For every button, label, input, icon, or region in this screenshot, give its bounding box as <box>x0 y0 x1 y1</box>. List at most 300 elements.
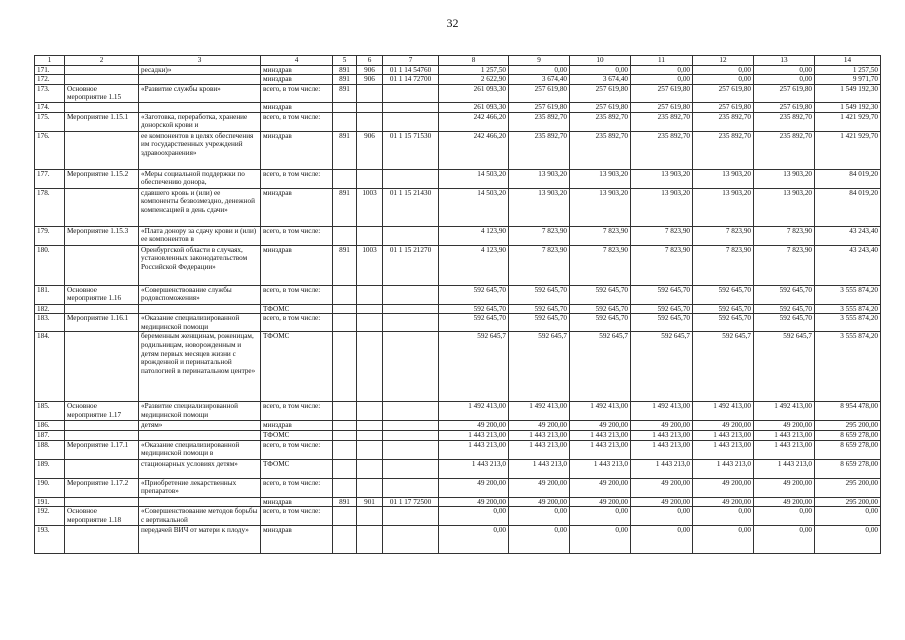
value-col12: 1 443 213,00 <box>693 430 754 440</box>
code-csr: 01 1 14 54760 <box>383 65 439 75</box>
value-col12: 0,00 <box>693 75 754 85</box>
code-csr <box>383 102 439 112</box>
value-col12: 1 492 413,00 <box>693 402 754 421</box>
item-type: Мероприятие 1.15.3 <box>65 226 139 245</box>
row-number: 175. <box>35 112 65 131</box>
item-description: «Оказание специализированной медицинской помощи в <box>139 440 261 459</box>
page-number: 32 <box>446 16 459 30</box>
funding-source: всего, в том числе: <box>261 402 333 421</box>
value-col9: 1 443 213,00 <box>509 430 570 440</box>
value-col8: 261 093,30 <box>439 102 509 112</box>
funding-source: минздрав <box>261 421 333 431</box>
code-grbs <box>333 304 357 314</box>
code-csr <box>383 314 439 332</box>
code-csr <box>383 440 439 459</box>
value-col12: 13 903,20 <box>693 188 754 226</box>
code-csr <box>383 478 439 497</box>
value-col13: 0,00 <box>754 75 815 85</box>
code-rzpr <box>357 459 383 478</box>
item-type: Мероприятие 1.17.1 <box>65 440 139 459</box>
value-total: 3 555 874,20 <box>815 285 881 304</box>
row-number: 182. <box>35 304 65 314</box>
row-number: 191. <box>35 497 65 507</box>
code-grbs <box>333 402 357 421</box>
value-col10: 592 645,70 <box>570 304 631 314</box>
code-rzpr <box>357 430 383 440</box>
code-csr <box>383 304 439 314</box>
funding-source: всего, в том числе: <box>261 84 333 102</box>
value-total: 84 019,20 <box>815 188 881 226</box>
value-col12: 13 903,20 <box>693 169 754 188</box>
value-col10: 592 645,70 <box>570 285 631 304</box>
value-total: 295 200,00 <box>815 497 881 507</box>
value-col11: 0,00 <box>631 65 693 75</box>
code-grbs: 891 <box>333 65 357 75</box>
value-col13: 1 492 413,00 <box>754 402 815 421</box>
code-rzpr <box>357 526 383 554</box>
code-grbs <box>333 112 357 131</box>
value-col10: 235 892,70 <box>570 112 631 131</box>
code-csr <box>383 226 439 245</box>
code-csr: 01 1 17 72500 <box>383 497 439 507</box>
value-col9: 13 903,20 <box>509 188 570 226</box>
value-col12: 592 645,70 <box>693 314 754 332</box>
row-number: 185. <box>35 402 65 421</box>
value-col12: 7 823,90 <box>693 226 754 245</box>
code-rzpr <box>357 421 383 431</box>
row-number: 184. <box>35 332 65 402</box>
value-col10: 1 443 213,00 <box>570 440 631 459</box>
item-description <box>139 102 261 112</box>
value-col8: 0,00 <box>439 526 509 554</box>
value-col11: 257 619,80 <box>631 84 693 102</box>
value-col10: 13 903,20 <box>570 169 631 188</box>
item-type <box>65 526 139 554</box>
code-rzpr: 906 <box>357 75 383 85</box>
value-col12: 7 823,90 <box>693 245 754 285</box>
table-row <box>35 188 881 226</box>
value-total: 8 954 478,00 <box>815 402 881 421</box>
code-csr <box>383 285 439 304</box>
table-row <box>35 440 881 459</box>
funding-source: ТФОМС <box>261 459 333 478</box>
value-col12: 0,00 <box>693 507 754 526</box>
value-col13: 0,00 <box>754 507 815 526</box>
item-type <box>65 332 139 402</box>
value-col8: 14 503,20 <box>439 169 509 188</box>
value-col8: 592 645,70 <box>439 285 509 304</box>
value-col9: 7 823,90 <box>509 226 570 245</box>
item-description: «Заготовка, переработка, хранение донорской крови и <box>139 112 261 131</box>
value-col13: 592 645,70 <box>754 285 815 304</box>
row-number: 187. <box>35 430 65 440</box>
column-number-cell: 8 <box>439 56 509 66</box>
item-description <box>139 497 261 507</box>
code-csr <box>383 459 439 478</box>
value-col9: 0,00 <box>509 507 570 526</box>
code-rzpr <box>357 402 383 421</box>
value-col8: 242 466,20 <box>439 131 509 169</box>
code-rzpr <box>357 478 383 497</box>
value-col13: 1 443 213,00 <box>754 430 815 440</box>
code-grbs <box>333 526 357 554</box>
code-grbs <box>333 314 357 332</box>
value-col12: 0,00 <box>693 65 754 75</box>
value-col8: 4 123,90 <box>439 226 509 245</box>
table-row <box>35 526 881 554</box>
code-csr: 01 1 14 72700 <box>383 75 439 85</box>
value-col11: 592 645,70 <box>631 314 693 332</box>
item-type <box>65 102 139 112</box>
funding-source: ТФОМС <box>261 430 333 440</box>
value-col9: 235 892,70 <box>509 112 570 131</box>
value-total: 84 019,20 <box>815 169 881 188</box>
column-number-cell: 9 <box>509 56 570 66</box>
value-col13: 1 443 213,0 <box>754 459 815 478</box>
value-col8: 1 443 213,00 <box>439 430 509 440</box>
code-grbs <box>333 430 357 440</box>
value-col10: 3 674,40 <box>570 75 631 85</box>
item-type: Основное мероприятие 1.17 <box>65 402 139 421</box>
value-col12: 1 443 213,0 <box>693 459 754 478</box>
code-rzpr <box>357 304 383 314</box>
funding-source: минздрав <box>261 526 333 554</box>
row-number: 190. <box>35 478 65 497</box>
item-description: «Оказание специализированной медицинской помощи <box>139 314 261 332</box>
value-col8: 1 492 413,00 <box>439 402 509 421</box>
value-col13: 13 903,20 <box>754 169 815 188</box>
value-col13: 235 892,70 <box>754 131 815 169</box>
value-col11: 235 892,70 <box>631 131 693 169</box>
value-col8: 1 443 213,00 <box>439 440 509 459</box>
value-col13: 592 645,70 <box>754 304 815 314</box>
code-csr <box>383 421 439 431</box>
value-col11: 13 903,20 <box>631 169 693 188</box>
code-grbs <box>333 440 357 459</box>
value-col12: 235 892,70 <box>693 131 754 169</box>
value-total: 1 421 929,70 <box>815 112 881 131</box>
column-number-cell: 14 <box>815 56 881 66</box>
value-col8: 49 200,00 <box>439 497 509 507</box>
item-description: «Совершенствование службы родовспоможения» <box>139 285 261 304</box>
value-total: 8 659 278,00 <box>815 430 881 440</box>
funding-source: ТФОМС <box>261 304 333 314</box>
value-col12: 1 443 213,00 <box>693 440 754 459</box>
item-description: детям» <box>139 421 261 431</box>
value-col9: 257 619,80 <box>509 84 570 102</box>
value-col10: 0,00 <box>570 507 631 526</box>
value-col11: 0,00 <box>631 507 693 526</box>
item-type <box>65 497 139 507</box>
value-col10: 0,00 <box>570 526 631 554</box>
value-col12: 592 645,7 <box>693 332 754 402</box>
item-description: беременным женщинам, роженицам, родильницам, новорожденным и детям первых месяцев жизни с врожденной и перинатальной патологией в перинатальном центре» <box>139 332 261 402</box>
program-funding-table <box>34 55 881 554</box>
code-rzpr: 906 <box>357 131 383 169</box>
table-row <box>35 402 881 421</box>
code-grbs: 891 <box>333 188 357 226</box>
value-col11: 0,00 <box>631 526 693 554</box>
value-col11: 235 892,70 <box>631 112 693 131</box>
value-col11: 1 443 213,00 <box>631 430 693 440</box>
code-csr <box>383 84 439 102</box>
value-col10: 49 200,00 <box>570 421 631 431</box>
value-col11: 257 619,80 <box>631 102 693 112</box>
item-description: ее компонентов в целях обеспечения им государственных учреждений здравоохранения» <box>139 131 261 169</box>
value-col9: 1 443 213,00 <box>509 440 570 459</box>
value-col11: 1 443 213,00 <box>631 440 693 459</box>
value-col12: 235 892,70 <box>693 112 754 131</box>
value-total: 3 555 874,20 <box>815 332 881 402</box>
value-col10: 49 200,00 <box>570 478 631 497</box>
value-col8: 14 503,20 <box>439 188 509 226</box>
value-col10: 1 443 213,0 <box>570 459 631 478</box>
value-col9: 1 443 213,0 <box>509 459 570 478</box>
code-rzpr <box>357 84 383 102</box>
table-row <box>35 332 881 402</box>
value-total: 8 659 278,00 <box>815 459 881 478</box>
funding-source: всего, в том числе: <box>261 314 333 332</box>
item-type: Мероприятие 1.16.1 <box>65 314 139 332</box>
value-col8: 1 443 213,0 <box>439 459 509 478</box>
value-col10: 592 645,70 <box>570 314 631 332</box>
item-type <box>65 188 139 226</box>
value-col11: 7 823,90 <box>631 226 693 245</box>
code-rzpr <box>357 440 383 459</box>
funding-source: минздрав <box>261 65 333 75</box>
item-description: «Плата донору за сдачу крови и (или) ее компонентов в <box>139 226 261 245</box>
value-col13: 7 823,90 <box>754 226 815 245</box>
row-number: 177. <box>35 169 65 188</box>
column-number-cell: 5 <box>333 56 357 66</box>
row-number: 193. <box>35 526 65 554</box>
table-row <box>35 507 881 526</box>
value-col9: 0,00 <box>509 526 570 554</box>
column-number-cell: 7 <box>383 56 439 66</box>
funding-source: всего, в том числе: <box>261 112 333 131</box>
value-col10: 0,00 <box>570 65 631 75</box>
table-row <box>35 478 881 497</box>
item-type: Мероприятие 1.17.2 <box>65 478 139 497</box>
funding-source: всего, в том числе: <box>261 507 333 526</box>
value-total: 43 243,40 <box>815 245 881 285</box>
value-col10: 49 200,00 <box>570 497 631 507</box>
table-row <box>35 102 881 112</box>
code-rzpr <box>357 507 383 526</box>
value-total: 295 200,00 <box>815 478 881 497</box>
funding-source: минздрав <box>261 102 333 112</box>
value-total: 1 549 192,30 <box>815 84 881 102</box>
item-type <box>65 421 139 431</box>
code-csr <box>383 430 439 440</box>
item-type: Основное мероприятие 1.18 <box>65 507 139 526</box>
value-col9: 49 200,00 <box>509 478 570 497</box>
value-col10: 592 645,7 <box>570 332 631 402</box>
value-total: 0,00 <box>815 526 881 554</box>
code-grbs <box>333 421 357 431</box>
code-rzpr <box>357 226 383 245</box>
item-type: Мероприятие 1.15.2 <box>65 169 139 188</box>
row-number: 189. <box>35 459 65 478</box>
value-col10: 7 823,90 <box>570 245 631 285</box>
value-col10: 257 619,80 <box>570 84 631 102</box>
value-col8: 242 466,20 <box>439 112 509 131</box>
item-type <box>65 75 139 85</box>
value-col11: 1 443 213,0 <box>631 459 693 478</box>
code-grbs: 891 <box>333 75 357 85</box>
table-row <box>35 314 881 332</box>
value-col9: 13 903,20 <box>509 169 570 188</box>
funding-source: минздрав <box>261 497 333 507</box>
item-description: «Развитие специализированной медицинской помощи <box>139 402 261 421</box>
value-col11: 49 200,00 <box>631 497 693 507</box>
value-col11: 1 492 413,00 <box>631 402 693 421</box>
value-col9: 49 200,00 <box>509 421 570 431</box>
row-number: 171. <box>35 65 65 75</box>
table-row <box>35 459 881 478</box>
item-description: ресадки)» <box>139 65 261 75</box>
item-description: стационарных условиях детям» <box>139 459 261 478</box>
table-body <box>35 56 881 554</box>
code-rzpr: 1003 <box>357 188 383 226</box>
value-col13: 0,00 <box>754 526 815 554</box>
code-rzpr <box>357 169 383 188</box>
item-type: Мероприятие 1.15.1 <box>65 112 139 131</box>
row-number: 188. <box>35 440 65 459</box>
code-rzpr <box>357 102 383 112</box>
code-rzpr <box>357 112 383 131</box>
code-csr <box>383 507 439 526</box>
code-grbs: 891 <box>333 131 357 169</box>
code-grbs: 891 <box>333 245 357 285</box>
item-type <box>65 131 139 169</box>
code-grbs <box>333 478 357 497</box>
item-description: «Совершенствование методов борьбы с вертикальной <box>139 507 261 526</box>
value-col13: 0,00 <box>754 65 815 75</box>
value-total: 295 200,00 <box>815 421 881 431</box>
value-col8: 49 200,00 <box>439 478 509 497</box>
value-col12: 49 200,00 <box>693 497 754 507</box>
code-rzpr <box>357 332 383 402</box>
code-csr <box>383 332 439 402</box>
table-row <box>35 304 881 314</box>
row-number: 186. <box>35 421 65 431</box>
value-col13: 592 645,70 <box>754 314 815 332</box>
row-number: 176. <box>35 131 65 169</box>
code-rzpr <box>357 285 383 304</box>
item-description <box>139 430 261 440</box>
table-row <box>35 84 881 102</box>
value-col12: 592 645,70 <box>693 304 754 314</box>
value-col9: 592 645,70 <box>509 314 570 332</box>
value-col8: 49 200,00 <box>439 421 509 431</box>
funding-source: всего, в том числе: <box>261 478 333 497</box>
table-row <box>35 497 881 507</box>
funding-source: всего, в том числе: <box>261 226 333 245</box>
column-number-header <box>35 56 881 66</box>
value-col10: 7 823,90 <box>570 226 631 245</box>
value-col12: 257 619,80 <box>693 84 754 102</box>
code-csr <box>383 169 439 188</box>
item-description: «Меры социальной поддержки по обеспечению донора, <box>139 169 261 188</box>
value-col13: 7 823,90 <box>754 245 815 285</box>
value-col8: 2 622,90 <box>439 75 509 85</box>
value-col10: 1 443 213,00 <box>570 430 631 440</box>
column-number-cell: 3 <box>139 56 261 66</box>
code-grbs: 891 <box>333 84 357 102</box>
value-col12: 49 200,00 <box>693 478 754 497</box>
value-total: 43 243,40 <box>815 226 881 245</box>
item-type: Основное мероприятие 1.15 <box>65 84 139 102</box>
code-grbs <box>333 169 357 188</box>
value-total: 0,00 <box>815 507 881 526</box>
code-csr: 01 1 15 21270 <box>383 245 439 285</box>
code-csr: 01 1 15 71530 <box>383 131 439 169</box>
table-row <box>35 75 881 85</box>
value-col11: 13 903,20 <box>631 188 693 226</box>
row-number: 179. <box>35 226 65 245</box>
funding-source: минздрав <box>261 75 333 85</box>
column-number-cell: 2 <box>65 56 139 66</box>
item-type <box>65 459 139 478</box>
item-type <box>65 304 139 314</box>
code-rzpr: 901 <box>357 497 383 507</box>
value-col11: 49 200,00 <box>631 421 693 431</box>
value-total: 8 659 278,00 <box>815 440 881 459</box>
table-row <box>35 430 881 440</box>
value-col9: 235 892,70 <box>509 131 570 169</box>
value-col10: 235 892,70 <box>570 131 631 169</box>
code-grbs <box>333 332 357 402</box>
row-number: 192. <box>35 507 65 526</box>
value-col8: 592 645,70 <box>439 304 509 314</box>
code-csr <box>383 526 439 554</box>
column-number-cell: 11 <box>631 56 693 66</box>
value-col13: 257 619,80 <box>754 102 815 112</box>
row-number: 172. <box>35 75 65 85</box>
code-csr <box>383 402 439 421</box>
value-col12: 0,00 <box>693 526 754 554</box>
value-col13: 1 443 213,00 <box>754 440 815 459</box>
value-col8: 261 093,30 <box>439 84 509 102</box>
row-number: 181. <box>35 285 65 304</box>
value-col9: 592 645,7 <box>509 332 570 402</box>
column-number-cell: 4 <box>261 56 333 66</box>
value-col9: 592 645,70 <box>509 304 570 314</box>
value-col12: 257 619,80 <box>693 102 754 112</box>
item-type <box>65 430 139 440</box>
value-total: 3 555 874,20 <box>815 314 881 332</box>
value-col11: 49 200,00 <box>631 478 693 497</box>
table-row <box>35 421 881 431</box>
value-col10: 257 619,80 <box>570 102 631 112</box>
value-total: 9 971,70 <box>815 75 881 85</box>
funding-source: ТФОМС <box>261 332 333 402</box>
value-col11: 592 645,70 <box>631 304 693 314</box>
value-col10: 13 903,20 <box>570 188 631 226</box>
table-row <box>35 65 881 75</box>
funding-source: всего, в том числе: <box>261 440 333 459</box>
value-col8: 4 123,90 <box>439 245 509 285</box>
item-description <box>139 304 261 314</box>
code-grbs: 891 <box>333 497 357 507</box>
row-number: 178. <box>35 188 65 226</box>
code-grbs <box>333 102 357 112</box>
column-number-cell: 6 <box>357 56 383 66</box>
table-row <box>35 131 881 169</box>
table-row <box>35 112 881 131</box>
row-number: 183. <box>35 314 65 332</box>
